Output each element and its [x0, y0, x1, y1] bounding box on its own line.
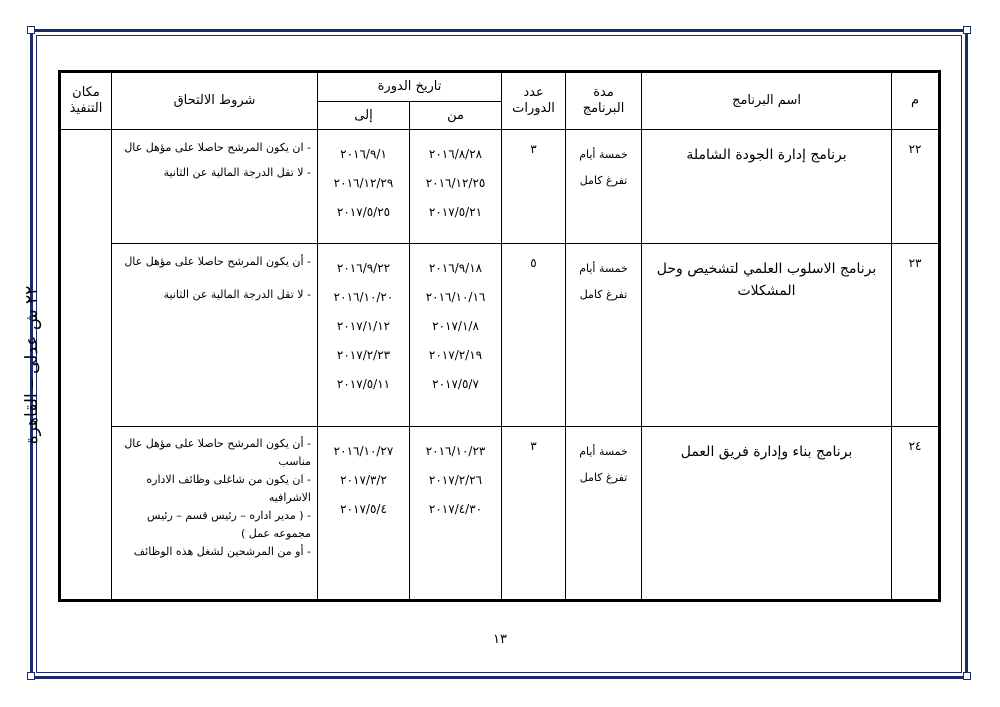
- header-place: مكان التنفيذ: [60, 72, 112, 130]
- row-number: ٢٤: [892, 426, 940, 600]
- header-to: إلى: [318, 102, 410, 130]
- border-corner: [963, 672, 971, 680]
- row-number: ٢٣: [892, 243, 940, 426]
- programs-table: [21, 70, 941, 602]
- date-to: ٢٠١٦/١٠/٢٧ ٢٠١٧/٣/٢ ٢٠١٧/٥/٤: [318, 426, 410, 600]
- date-from: ٢٠١٦/٨/٢٨ ٢٠١٦/١٢/٢٥ ٢٠١٧/٥/٢١: [410, 130, 502, 244]
- date-from: ٢٠١٦/١٠/٢٣ ٢٠١٧/٢/٢٦ ٢٠١٧/٤/٣٠: [410, 426, 502, 600]
- execution-place: ٢٢ ش عدلى – القاهرة: [60, 130, 112, 601]
- course-count: ٣: [502, 130, 566, 244]
- admission-conditions: - ان يكون المرشح حاصلا على مؤهل عال - لا تقل الدرجة المالية عن الثانية: [112, 130, 318, 244]
- table-row: [60, 426, 940, 600]
- admission-conditions: - أن يكون المرشح حاصلا على مؤهل عال مناسب - ان يكون من شاغلى وظائف الاداره الاشرافيه - ( مدير اداره – رئيس قسم – رئيس مجموعه عمل ) - أو من المرشحين لشغل هذه الوظائف: [112, 426, 318, 600]
- header-num: م: [892, 72, 940, 130]
- header-conditions: شروط الالتحاق: [112, 72, 318, 130]
- course-count: ٣: [502, 426, 566, 600]
- program-name: برنامج بناء وإدارة فريق العمل: [642, 426, 892, 600]
- program-duration: خمسة أيام تفرغ كامل: [566, 243, 642, 426]
- program-name: برنامج إدارة الجودة الشاملة: [642, 130, 892, 244]
- header-program: اسم البرنامج: [642, 72, 892, 130]
- page-number: ١٣: [493, 632, 507, 647]
- border-corner: [963, 26, 971, 34]
- course-count: ٥: [502, 243, 566, 426]
- header-row: [60, 72, 940, 102]
- program-name: برنامج الاسلوب العلمي لتشخيص وحل المشكلات: [642, 243, 892, 426]
- date-to: ٢٠١٦/٩/١ ٢٠١٦/١٢/٢٩ ٢٠١٧/٥/٢٥: [318, 130, 410, 244]
- header-date: تاريخ الدورة: [318, 72, 502, 102]
- border-corner: [27, 26, 35, 34]
- date-from: ٢٠١٦/٩/١٨ ٢٠١٦/١٠/١٦ ٢٠١٧/١/٨ ٢٠١٧/٢/١٩ ٢٠١٧/٥/٧: [410, 243, 502, 426]
- admission-conditions: - أن يكون المرشح حاصلا على مؤهل عال - لا تقل الدرجة المالية عن الثانية: [112, 243, 318, 426]
- table-row: [60, 243, 940, 426]
- program-duration: خمسة أيام تفرغ كامل: [566, 426, 642, 600]
- date-to: ٢٠١٦/٩/٢٢ ٢٠١٦/١٠/٢٠ ٢٠١٧/١/١٢ ٢٠١٧/٢/٢٣ ٢٠١٧/٥/١١: [318, 243, 410, 426]
- program-duration: خمسة أيام تفرغ كامل: [566, 130, 642, 244]
- border-corner: [27, 672, 35, 680]
- header-count: عدد الدورات: [502, 72, 566, 130]
- header-duration: مدة البرنامج: [566, 72, 642, 130]
- row-number: ٢٢: [892, 130, 940, 244]
- table-row: [60, 130, 940, 244]
- header-from: من: [410, 102, 502, 130]
